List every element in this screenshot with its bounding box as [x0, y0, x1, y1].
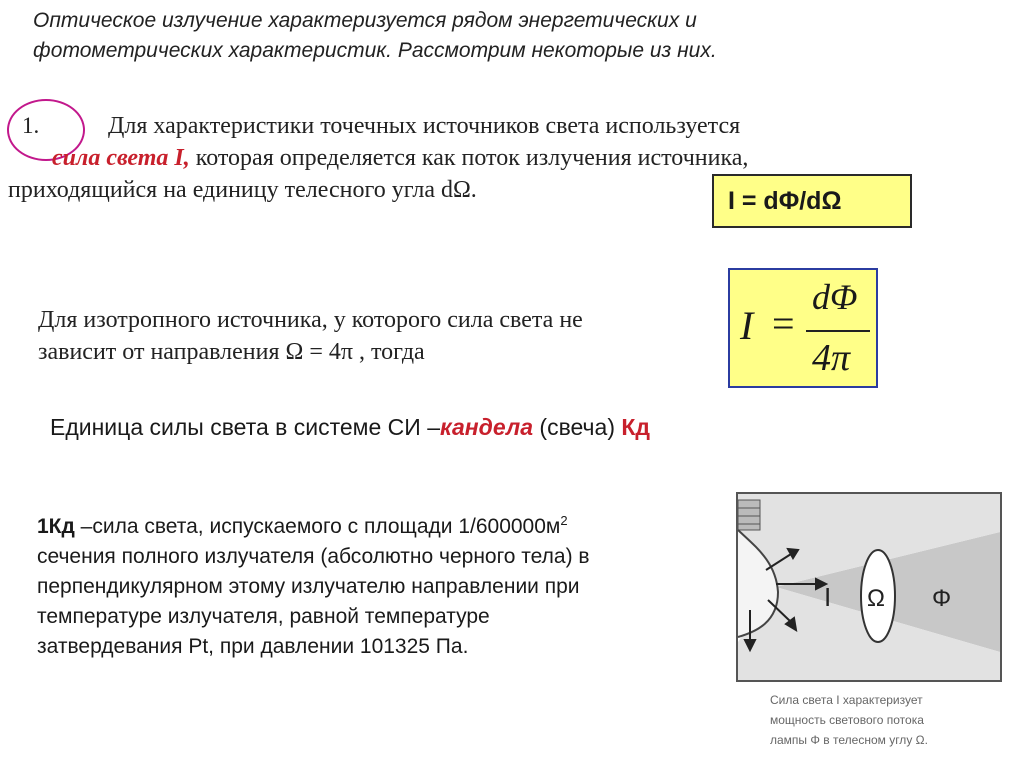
caption-line-3: лампы Φ в телесном углу Ω. — [770, 733, 928, 747]
lamp-figure — [736, 492, 1002, 682]
formula2-lhs: I — [740, 303, 754, 348]
formula2-numerator: dΦ — [812, 277, 858, 317]
figure-caption — [770, 690, 990, 750]
caption-line-2: мощность светового потока — [770, 713, 924, 727]
formula-intensity-definition: I = dΦ/dΩ — [712, 174, 912, 228]
formula2-denominator: 4π — [812, 337, 851, 379]
unit-candela: кандела — [440, 414, 534, 440]
para1-line-1: Для характеристики точечных источников света используется — [108, 113, 741, 139]
definition-line-2: сечения полного излучателя (абсолютно черного тела) в — [37, 545, 590, 568]
definition-line-5: затвердевания Pt, при давлении 101325 Па. — [37, 635, 469, 658]
formula2-equals: = — [772, 301, 795, 346]
label-I: I — [824, 582, 832, 612]
luminous-intensity-term: сила света I, — [52, 145, 190, 171]
unit-prefix: Единица силы света в системе СИ – — [50, 414, 440, 440]
fraction-bar — [806, 330, 870, 332]
unit-middle: (свеча) — [533, 414, 622, 440]
si-unit-line — [50, 414, 650, 441]
para2-line-1: Для изотропного источника, у которого сила света не — [38, 307, 583, 333]
para1-line-2 — [52, 142, 748, 174]
candela-definition — [37, 506, 737, 662]
intro-line-1: Оптическое излучение характеризуется рядом энергетических и — [33, 9, 697, 32]
para2-line-2: зависит от направления Ω = 4π , тогда — [38, 339, 425, 365]
definition-line-4: температуре излучателя, равной температуре — [37, 605, 490, 628]
intro-text — [33, 6, 933, 66]
definition-line-3: перпендикулярном этому излучателю направлении при — [37, 575, 580, 598]
intro-line-2: фотометрических характеристик. Рассмотрим некоторые из них. — [33, 39, 717, 62]
definition-sup: 2 — [560, 513, 568, 528]
label-omega: Ω — [867, 585, 885, 612]
formula-isotropic — [728, 268, 878, 388]
definition-line-1 — [37, 506, 737, 542]
definition-line-1-rest: –сила света, испускаемого с площади 1/600000м — [74, 515, 561, 538]
unit-abbr: Кд — [621, 414, 651, 440]
lamp-base — [738, 500, 760, 530]
para1-line-3: приходящийся на единицу телесного угла dΩ. — [8, 177, 477, 203]
label-phi: Φ — [932, 585, 952, 612]
para1-line-2-rest: которая определяется как поток излучения источника, — [189, 145, 749, 171]
definition-bold: 1Кд — [37, 515, 75, 538]
caption-line-1: Сила света I характеризует — [770, 693, 923, 707]
item-number: 1. — [22, 113, 40, 138]
